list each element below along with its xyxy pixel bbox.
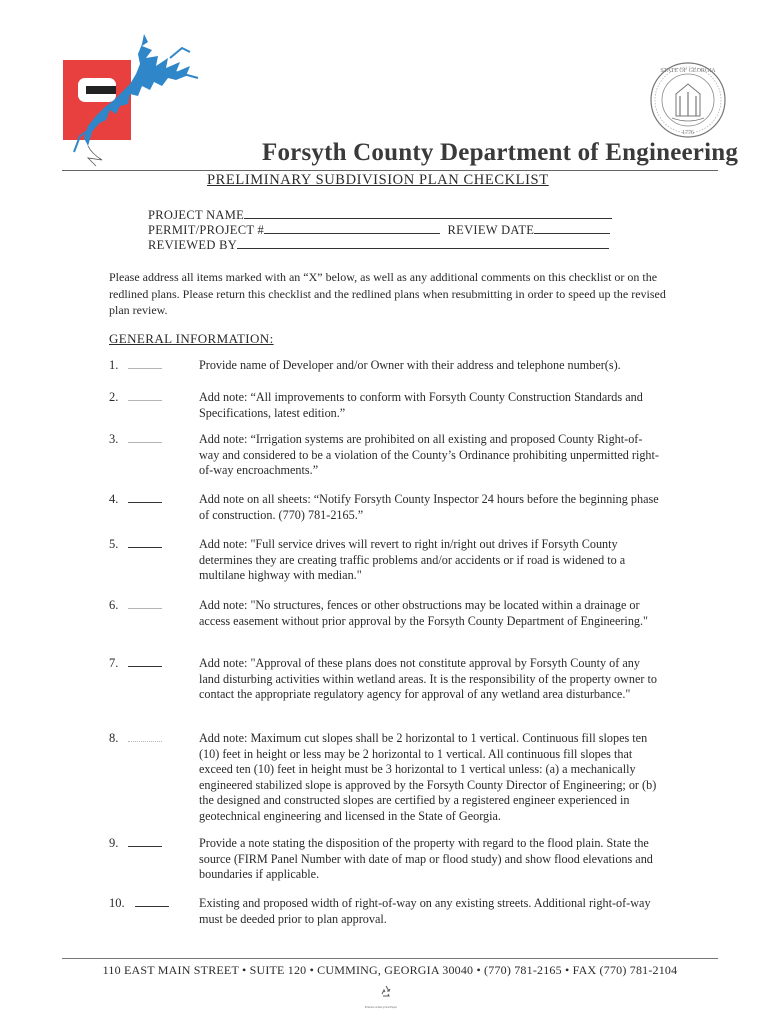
recycled-paper-note: Printed on Recycled Paper — [365, 1005, 397, 1009]
checklist-item-text: Add note on all sheets: “Notify Forsyth County Inspector 24 hours before the beginning phase of construction. (770) 781-2165.” — [199, 492, 659, 522]
checkbox-blank[interactable] — [128, 732, 162, 742]
checklist-item-text: Provide a note stating the disposition of the property with regard to the flood plain. State the source (FIRM Panel Number with date of map or flood study) and show flood elevations and boundaries if applicable. — [199, 836, 653, 882]
checklist-item-text: Add note: "Approval of these plans does not constitute approval by Forsyth County of any land disturbing activities within wetland areas. It is the responsibility of the property owner to contact the appropriate regulatory agency for approval of any wetland area disturbance." — [199, 656, 657, 702]
document-title: PRELIMINARY SUBDIVISION PLAN CHECKLIST — [207, 172, 549, 188]
checklist-item-number: 5. — [109, 537, 162, 552]
logo-dark-bar — [86, 86, 116, 94]
checklist-item-number: 2. — [109, 390, 162, 405]
checklist-item-number: 3. — [109, 432, 162, 447]
checklist-item-number: 10. — [109, 896, 169, 911]
reviewed-by-label: REVIEWED BY — [148, 238, 238, 252]
checklist-item-text: Provide name of Developer and/or Owner with their address and telephone number(s). — [199, 358, 621, 372]
checklist-item-number: 6. — [109, 598, 162, 613]
checkbox-blank[interactable] — [128, 837, 162, 847]
svg-text:STATE OF GEORGIA: STATE OF GEORGIA — [660, 68, 716, 74]
checklist-item-number: 8. — [109, 731, 162, 746]
general-information-heading: GENERAL INFORMATION: — [109, 331, 274, 346]
checklist-item-number: 4. — [109, 492, 162, 507]
permit-row — [148, 223, 610, 238]
header-divider — [62, 170, 718, 171]
checklist-item-text: Add note: "Full service drives will revert to right in/right out drives if Forsyth County determines they are creating traffic problems and/or accidents or if road is widened to a multilane highway with median." — [199, 537, 626, 583]
checklist-item-number: 9. — [109, 836, 162, 851]
checkbox-blank[interactable] — [128, 359, 162, 369]
reviewed-by-row — [148, 238, 609, 253]
checkbox-blank[interactable] — [128, 538, 162, 548]
reviewed-by-line[interactable] — [237, 238, 609, 249]
georgia-state-seal — [648, 60, 728, 140]
intro-paragraph: Please address all items marked with an “X” below, as well as any additional comments on this checklist or on the redlined plans. Please return this checklist and the redlined plans when resubmitting in order to speed up the revised plan review. — [109, 270, 666, 317]
forsyth-county-logo — [58, 28, 208, 168]
footer-address: 110 EAST MAIN STREET • SUITE 120 • CUMMING, GEORGIA 30040 • (770) 781-2165 • FAX (770) 781-2104 — [102, 963, 678, 977]
review-date-line[interactable] — [534, 223, 610, 234]
project-name-row — [148, 208, 612, 223]
project-name-line[interactable] — [244, 208, 612, 219]
checklist-item-text: Add note: “All improvements to conform with Forsyth County Construction Standards and Specifications, latest edition.” — [199, 390, 643, 420]
checklist-item-text: Existing and proposed width of right-of-way on any existing streets. Additional right-of-way must be deeded prior to plan approval. — [199, 896, 651, 926]
recycle-icon — [380, 984, 392, 1000]
checkbox-blank[interactable] — [135, 897, 169, 907]
checklist-item-text: Add note: “Irrigation systems are prohibited on all existing and proposed County Right-of-way and considered to be a violation of the County’s Ordinance prohibiting unpermitted right-of-way encroachments.” — [199, 432, 659, 478]
project-name-label: PROJECT NAME — [148, 208, 245, 222]
footer-divider — [62, 958, 718, 959]
department-title: Forsyth County Department of Engineering — [262, 139, 739, 166]
checklist-item-number: 7. — [109, 656, 162, 671]
permit-line[interactable] — [264, 223, 440, 234]
checkbox-blank[interactable] — [128, 657, 162, 667]
checkbox-blank[interactable] — [128, 391, 162, 401]
checkbox-blank[interactable] — [128, 599, 162, 609]
checklist-item-text: Add note: Maximum cut slopes shall be 2 horizontal to 1 vertical. Continuous fill slopes ten (10) feet in height or less may be 2 horizontal to 1 vertical. All continuous fill slopes that exceed ten (10) feet in height must be 3 horizontal to 1 vertical unless: (a) a mechanically engineered stabilized slope is approved by the Forsyth County Director of Engineering; or (b) the designed and constructed slopes are certified by a registered engineer experienced in geotechnical engineering and licensed in the State of Georgia. — [199, 731, 657, 823]
checkbox-blank[interactable] — [128, 493, 162, 503]
checklist-item-number: 1. — [109, 358, 162, 373]
svg-text:1776: 1776 — [682, 130, 694, 136]
checklist-item-text: Add note: "No structures, fences or other obstructions may be located within a drainage or access easement without prior approval by the Forsyth County Department of Engineering." — [199, 598, 649, 628]
review-date-label: REVIEW DATE — [447, 223, 535, 237]
county-outline — [88, 146, 102, 166]
checkbox-blank[interactable] — [128, 433, 162, 443]
permit-label: PERMIT/PROJECT # — [148, 223, 265, 237]
